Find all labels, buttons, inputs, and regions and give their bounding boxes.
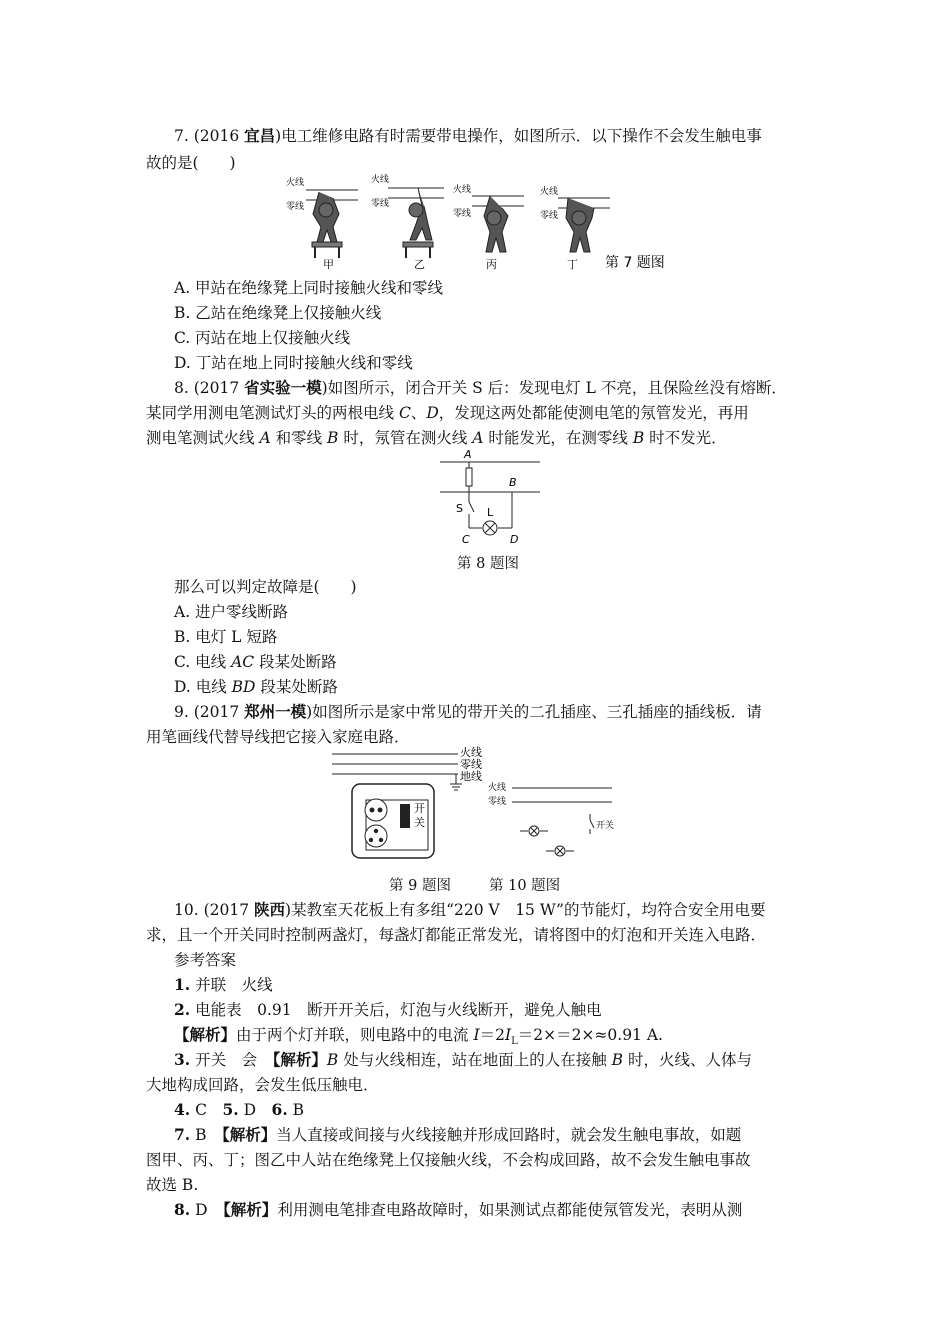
q9-caption: 第 9 题图 xyxy=(389,878,451,894)
strip-switch xyxy=(400,804,410,828)
q8-line2: 某同学用测电笔测试灯头的两根电线 C、D，发现这两处都能使测电笔的氖管发光，再用 xyxy=(146,404,749,422)
q8-option-d: D. 电线 BD 段某处断路 xyxy=(174,678,338,696)
q8-option-a: A. 进户零线断路 xyxy=(174,603,289,621)
q7-caption: 第 7 题图 xyxy=(605,255,665,271)
live-wire-label: 火线 xyxy=(371,175,390,185)
live-wire-label: 火线 xyxy=(540,187,559,197)
label-B: B xyxy=(509,476,517,489)
q9-line2: 用笔画线代替导线把它接入家庭电路． xyxy=(146,728,410,746)
q8-line3: 测电笔测试火线 A 和零线 B 时，氖管在测火线 A 时能发光，在测零线 B 时不发光． xyxy=(146,429,727,447)
q8-line1: 8. (2017 省实验一模)如图所示，闭合开关 S 后：发现电灯 L 不亮，且保险丝没有熔断． xyxy=(174,378,787,397)
switch-label-2: 关 xyxy=(414,816,425,829)
live-wire-label: 火线 xyxy=(453,185,472,195)
q7-line1: 7. (2016 宜昌)电工维修电路有时需要带电操作，如图所示．以下操作不会发生触电事 xyxy=(174,126,762,145)
q9-line1: 9. (2017 郑州一模)如图所示是家中常见的带开关的二孔插座、三孔插座的插线板．请 xyxy=(174,702,762,721)
switch-s xyxy=(469,502,474,512)
answer-2-explain: 【解析】由于两个灯并联，则电路中的电流 $I=2I_L=2\times=2\times\approx 0.91$ A. xyxy=(174,1025,663,1048)
q7-option-b: B. 乙站在绝缘凳上仅接触火线 xyxy=(174,304,382,322)
label-L: L xyxy=(487,506,494,519)
two-pin-socket xyxy=(365,799,387,821)
neutral-wire-label: 零线 xyxy=(453,209,472,219)
figure-person-yi xyxy=(371,173,444,271)
figure-person-bing xyxy=(453,183,524,271)
live-wire-label: 火线 xyxy=(286,178,305,188)
answer-1: 1. 并联 火线 xyxy=(174,975,273,994)
q7-option-c: C. 丙站在地上仅接触火线 xyxy=(174,329,351,347)
neutral-wire-label: 零线 xyxy=(371,199,390,209)
q7-figure xyxy=(276,172,676,272)
q7-line2: 故的是( ) xyxy=(146,154,236,172)
answer-7-line2: 图甲、丙、丁；图乙中人站在绝缘凳上仅接触火线，不会构成回路，故不会发生触电事故 xyxy=(146,1151,751,1169)
neutral-wire-label: 零线 xyxy=(488,797,507,807)
label-jia: 甲 xyxy=(323,258,334,271)
q7-option-d: D. 丁站在地上同时接触火线和零线 xyxy=(174,354,413,372)
fuse xyxy=(466,468,472,486)
live-wire-label: 火线 xyxy=(460,746,482,759)
neutral-wire-label: 零线 xyxy=(540,211,559,221)
three-pin-socket xyxy=(365,825,387,847)
neutral-wire-label: 零线 xyxy=(460,758,482,771)
answer-7: 7. B 【解析】当人直接或间接与火线接触并形成回路时，就会发生触电事故，如题 xyxy=(174,1125,742,1144)
answer-7-line3: 故选 B. xyxy=(146,1176,199,1194)
figure-person-jia xyxy=(286,176,358,271)
q7-option-a: A. 甲站在绝缘凳上同时接触火线和零线 xyxy=(174,279,444,297)
ground-wire-label: 地线 xyxy=(460,770,482,783)
label-bing: 丙 xyxy=(486,258,497,271)
answer-2: 2. 电能表 0.91 断开开关后，灯泡与火线断开，避免人触电 xyxy=(174,1000,602,1019)
switch-label-1: 开 xyxy=(414,802,425,815)
q8-prompt: 那么可以判定故障是( ) xyxy=(174,578,357,596)
switch-label: 开关 xyxy=(596,821,615,831)
q10-line2: 求，且一个开关同时控制两盏灯，每盏灯都能正常发光，请将图中的灯泡和开关连入电路． xyxy=(146,926,767,944)
answer-3-line2: 大地构成回路，会发生低压触电． xyxy=(146,1076,379,1094)
answer-8: 8. D 【解析】利用测电笔排查电路故障时，如果测试点都能使氖管发光，表明从测 xyxy=(174,1200,743,1219)
answers-title: 参考答案 xyxy=(174,951,237,969)
live-wire-label: 火线 xyxy=(488,783,507,793)
neutral-wire-label: 零线 xyxy=(286,202,305,212)
label-S: S xyxy=(456,502,463,515)
q8-circuit xyxy=(436,446,546,546)
q10-line1: 10. (2017 陕西)某教室天花板上有多组“220 V 15 W”的节能灯，均符合安全用电要 xyxy=(174,900,766,919)
label-D: D xyxy=(510,533,519,546)
q8-option-c: C. 电线 AC 段某处断路 xyxy=(174,653,337,671)
figure-person-ding xyxy=(540,185,610,271)
q8-option-b: B. 电灯 L 短路 xyxy=(174,628,278,646)
label-A: A xyxy=(464,448,472,461)
q8-caption: 第 8 题图 xyxy=(457,556,519,572)
q10-figure xyxy=(486,782,616,862)
label-C: C xyxy=(462,533,470,546)
label-ding: 丁 xyxy=(567,258,578,271)
label-yi: 乙 xyxy=(414,258,425,271)
switch-symbol xyxy=(590,820,594,828)
answer-3: 3. 开关 会 【解析】B 处与火线相连，站在地面上的人在接触 B 时，火线、人体与 xyxy=(174,1050,752,1069)
q10-caption: 第 10 题图 xyxy=(489,878,561,894)
answers-4-6: 4. C 5. D 6. B xyxy=(174,1100,305,1119)
q9-figure xyxy=(330,746,490,862)
